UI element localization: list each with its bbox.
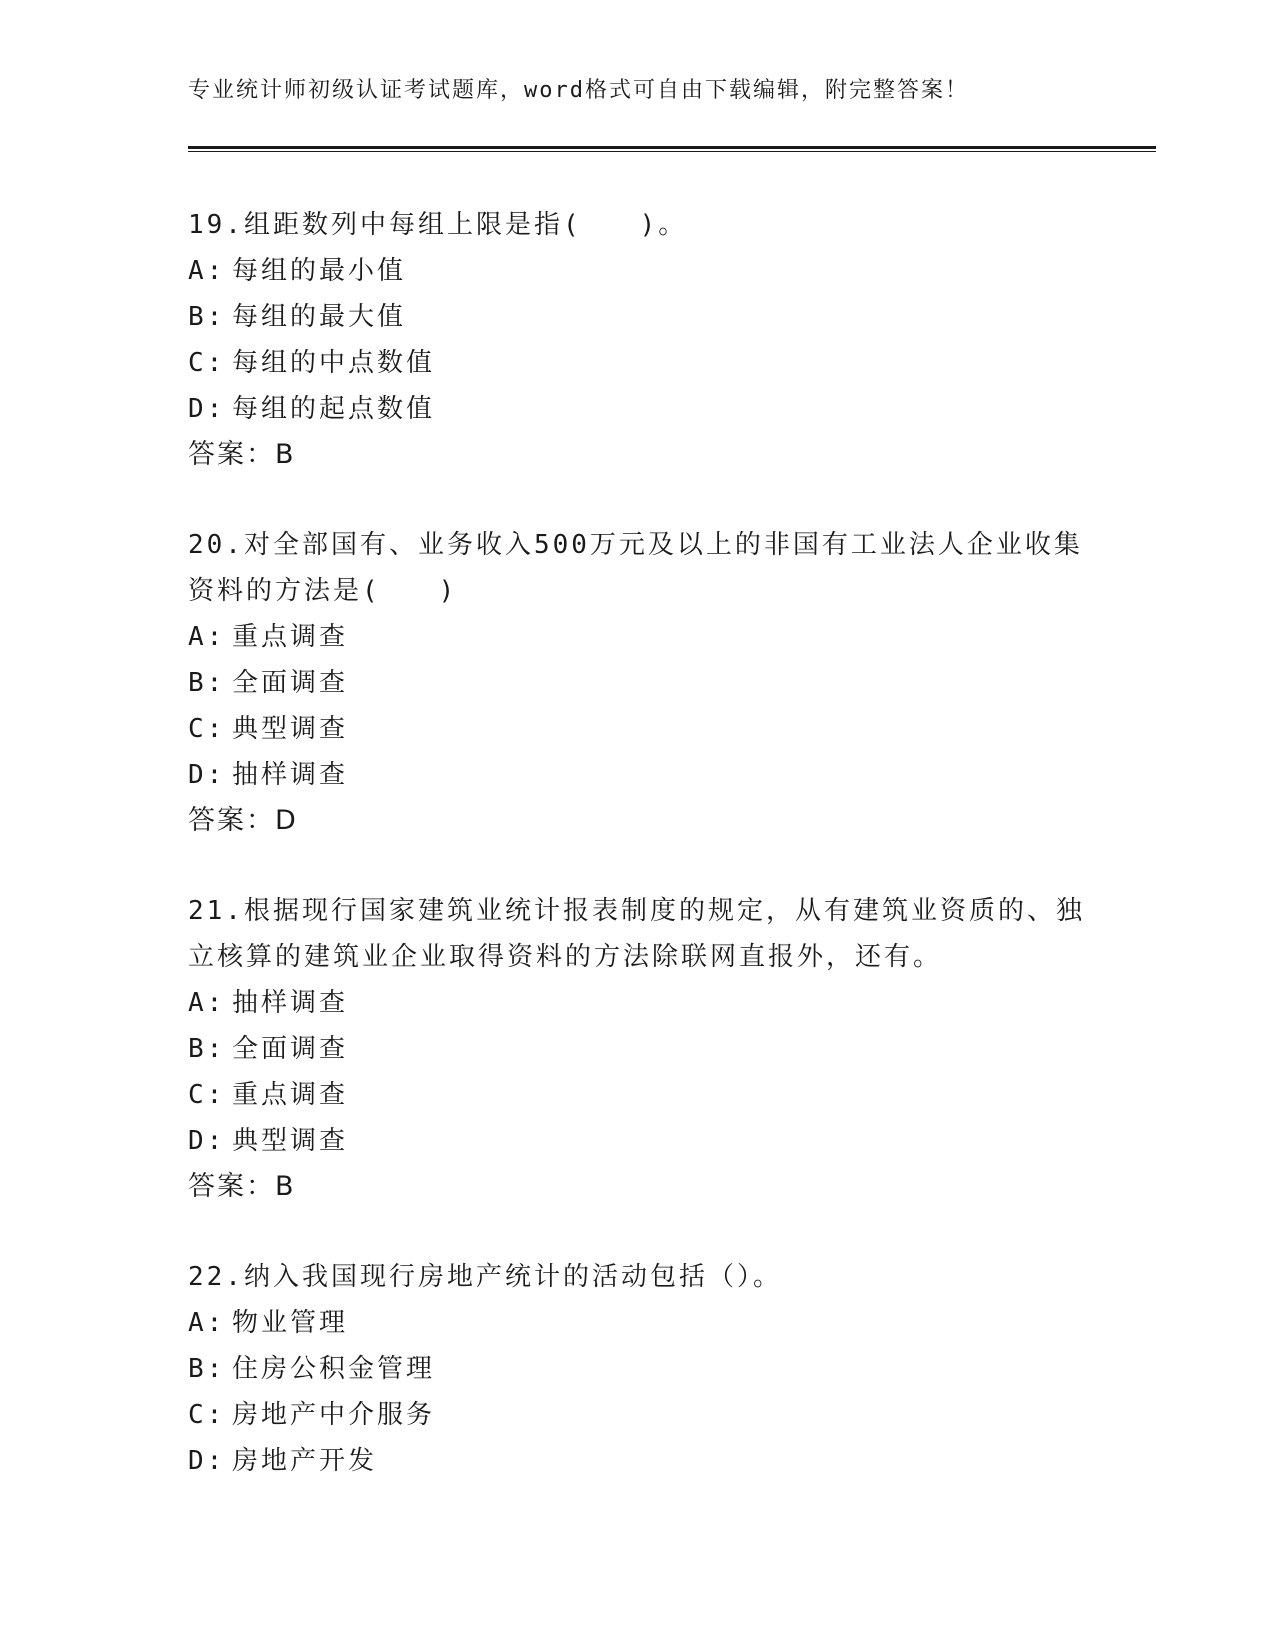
option-a <box>188 614 1088 660</box>
option-a <box>188 1300 1088 1346</box>
question-stem: 20.对全部国有、业务收入500万元及以上的非国有工业法人企业收集资料的方法是( ) <box>188 530 1083 606</box>
option-key: C: <box>188 1400 226 1430</box>
option-text: 抽样调查 <box>232 760 349 790</box>
option-key: C: <box>188 348 226 378</box>
option-text: 全面调查 <box>232 668 349 698</box>
option-b <box>188 1346 1088 1392</box>
option-c <box>188 340 1088 386</box>
answer: 答案：D <box>188 805 298 836</box>
option-text: 房地产中介服务 <box>232 1400 436 1430</box>
option-d <box>188 752 1088 798</box>
option-key: B: <box>188 1354 226 1384</box>
option-text: 典型调查 <box>232 714 349 744</box>
option-text: 住房公积金管理 <box>232 1354 436 1384</box>
option-key: D: <box>188 1446 226 1476</box>
answer: 答案：B <box>188 439 296 470</box>
option-key: A: <box>188 988 226 1018</box>
option-b <box>188 660 1088 706</box>
option-c <box>188 1072 1088 1118</box>
question-list <box>188 202 1088 1528</box>
option-text: 全面调查 <box>232 1034 349 1064</box>
option-key: B: <box>188 302 226 332</box>
question-21 <box>188 888 1088 1210</box>
option-d <box>188 1438 1088 1484</box>
option-key: C: <box>188 714 226 744</box>
option-key: A: <box>188 256 226 286</box>
option-c <box>188 706 1088 752</box>
option-text: 重点调查 <box>232 622 349 652</box>
option-key: B: <box>188 668 226 698</box>
option-key: D: <box>188 760 226 790</box>
page-header: 专业统计师初级认证考试题库，word格式可自由下载编辑，附完整答案！ <box>188 78 969 103</box>
question-22 <box>188 1254 1088 1484</box>
header-rule-thick <box>188 146 1156 149</box>
option-key: A: <box>188 622 226 652</box>
option-a <box>188 248 1088 294</box>
option-text: 每组的最小值 <box>232 256 407 286</box>
option-key: A: <box>188 1308 226 1338</box>
header-rule-thin <box>188 151 1156 152</box>
option-key: D: <box>188 394 226 424</box>
option-b <box>188 294 1088 340</box>
option-text: 重点调查 <box>232 1080 349 1110</box>
option-text: 每组的起点数值 <box>232 394 436 424</box>
question-stem: 19.组距数列中每组上限是指( )。 <box>188 210 688 240</box>
question-stem: 21.根据现行国家建筑业统计报表制度的规定，从有建筑业资质的、独立核算的建筑业企业取得资料的方法除联网直报外，还有。 <box>188 896 1085 972</box>
option-d <box>188 1118 1088 1164</box>
option-b <box>188 1026 1088 1072</box>
option-key: C: <box>188 1080 226 1110</box>
option-c <box>188 1392 1088 1438</box>
option-text: 典型调查 <box>232 1126 349 1156</box>
question-19 <box>188 202 1088 478</box>
option-key: B: <box>188 1034 226 1064</box>
option-text: 每组的最大值 <box>232 302 407 332</box>
option-text: 每组的中点数值 <box>232 348 436 378</box>
question-20 <box>188 522 1088 844</box>
option-key: D: <box>188 1126 226 1156</box>
option-d <box>188 386 1088 432</box>
answer: 答案：B <box>188 1171 296 1202</box>
option-text: 抽样调查 <box>232 988 349 1018</box>
option-text: 房地产开发 <box>232 1446 378 1476</box>
question-stem: 22.纳入我国现行房地产统计的活动包括（）。 <box>188 1262 782 1292</box>
option-a <box>188 980 1088 1026</box>
option-text: 物业管理 <box>232 1308 349 1338</box>
